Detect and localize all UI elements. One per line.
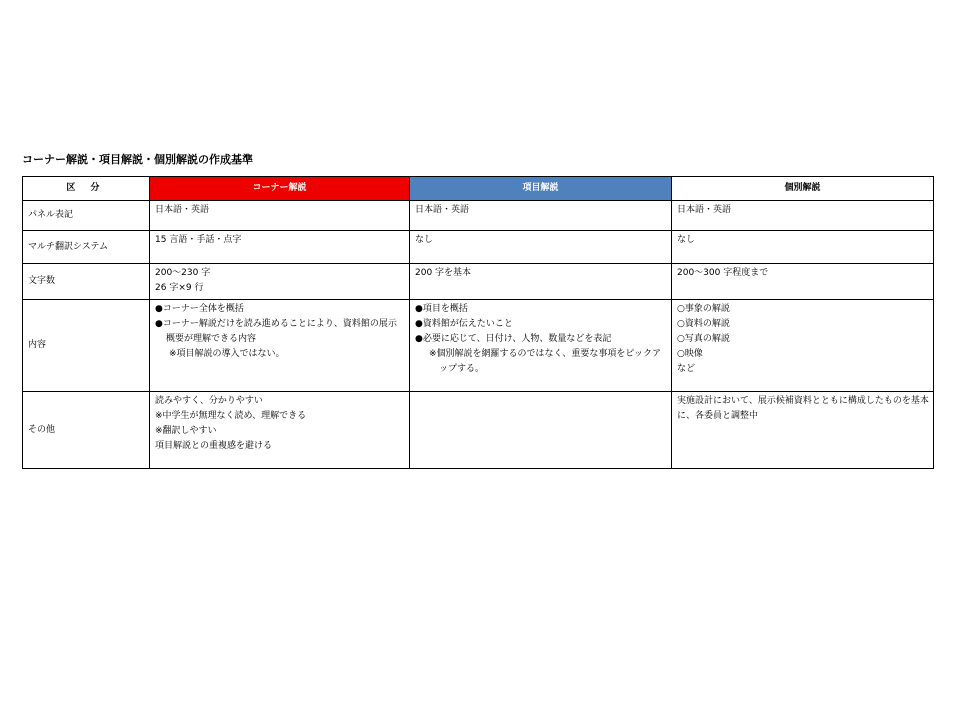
cell-corner-panel [150,201,410,231]
note-item: ※個別解説を網羅するのではなく、重要な事項をピックアップする。 [429,349,662,374]
bullet-item: ●コーナー解説だけを読み進めることにより、資料館の展示概要が理解できる内容 [155,319,397,344]
header-corner-explanation: コーナー解説 [150,177,410,201]
cell-corner-other [150,392,410,469]
cell-text: なし [415,235,434,245]
cell-text: 項目解説との重複感を避ける [155,441,273,451]
header-category: 区 分 [23,177,150,201]
bullet-item: ●必要に応じて、日付け、人物、数量などを表記 [415,334,612,344]
cell-individual-char-count [672,264,934,300]
bullet-item: ●項目を概括 [415,304,468,314]
row-label-other: その他 [23,392,150,469]
cell-text: 日本語・英語 [155,205,210,215]
list-item: ○事象の解説 [677,304,730,314]
cell-text: 読みやすく、分かりやすい [155,396,263,406]
list-item: など [677,364,696,374]
criteria-table [22,176,934,469]
cell-text: 実施設計において、展示候補資料とともに構成したものを基本に、各委員と調整中 [677,396,929,421]
cell-text: 日本語・英語 [677,205,732,215]
table-row [23,231,934,264]
table-row [23,392,934,469]
table-row [23,300,934,392]
cell-item-other [410,392,672,469]
cell-item-char-count [410,264,672,300]
bullet-item: ●資料館が伝えたいこと [415,319,513,329]
cell-text: 15 言語・手話・点字 [155,235,242,245]
cell-text: 200～300 字程度まで [677,268,769,278]
cell-individual-translation [672,231,934,264]
table-row [23,264,934,300]
cell-text: 200～230 字 [155,268,211,278]
list-item: ○映像 [677,349,703,359]
header-individual-explanation: 個別解説 [672,177,934,201]
cell-text: ※中学生が無理なく読め、理解できる [155,411,307,421]
cell-corner-content [150,300,410,392]
list-item: ○写真の解説 [677,334,730,344]
row-label-char-count: 文字数 [23,264,150,300]
page-title: コーナー解説・項目解説・個別解説の作成基準 [22,153,253,166]
header-row [23,177,934,201]
cell-text: 200 字を基本 [415,268,472,278]
cell-text: なし [677,235,696,245]
row-label-multi-translation: マルチ翻訳システム [23,231,150,264]
note-item: ※項目解説の導入ではない。 [169,349,285,359]
bullet-item: ●コーナー全体を概括 [155,304,244,314]
list-item: ○資料の解説 [677,319,730,329]
row-label-content: 内容 [23,300,150,392]
cell-text: ※翻訳しやすい [155,426,217,436]
cell-corner-char-count [150,264,410,300]
row-label-panel: パネル表記 [23,201,150,231]
cell-item-panel [410,201,672,231]
table-row [23,201,934,231]
cell-text: 日本語・英語 [415,205,470,215]
cell-item-translation [410,231,672,264]
cell-corner-translation [150,231,410,264]
cell-item-content [410,300,672,392]
cell-individual-other [672,392,934,469]
header-item-explanation: 項目解説 [410,177,672,201]
cell-individual-panel [672,201,934,231]
cell-text: 26 字×9 行 [155,283,204,293]
cell-individual-content [672,300,934,392]
